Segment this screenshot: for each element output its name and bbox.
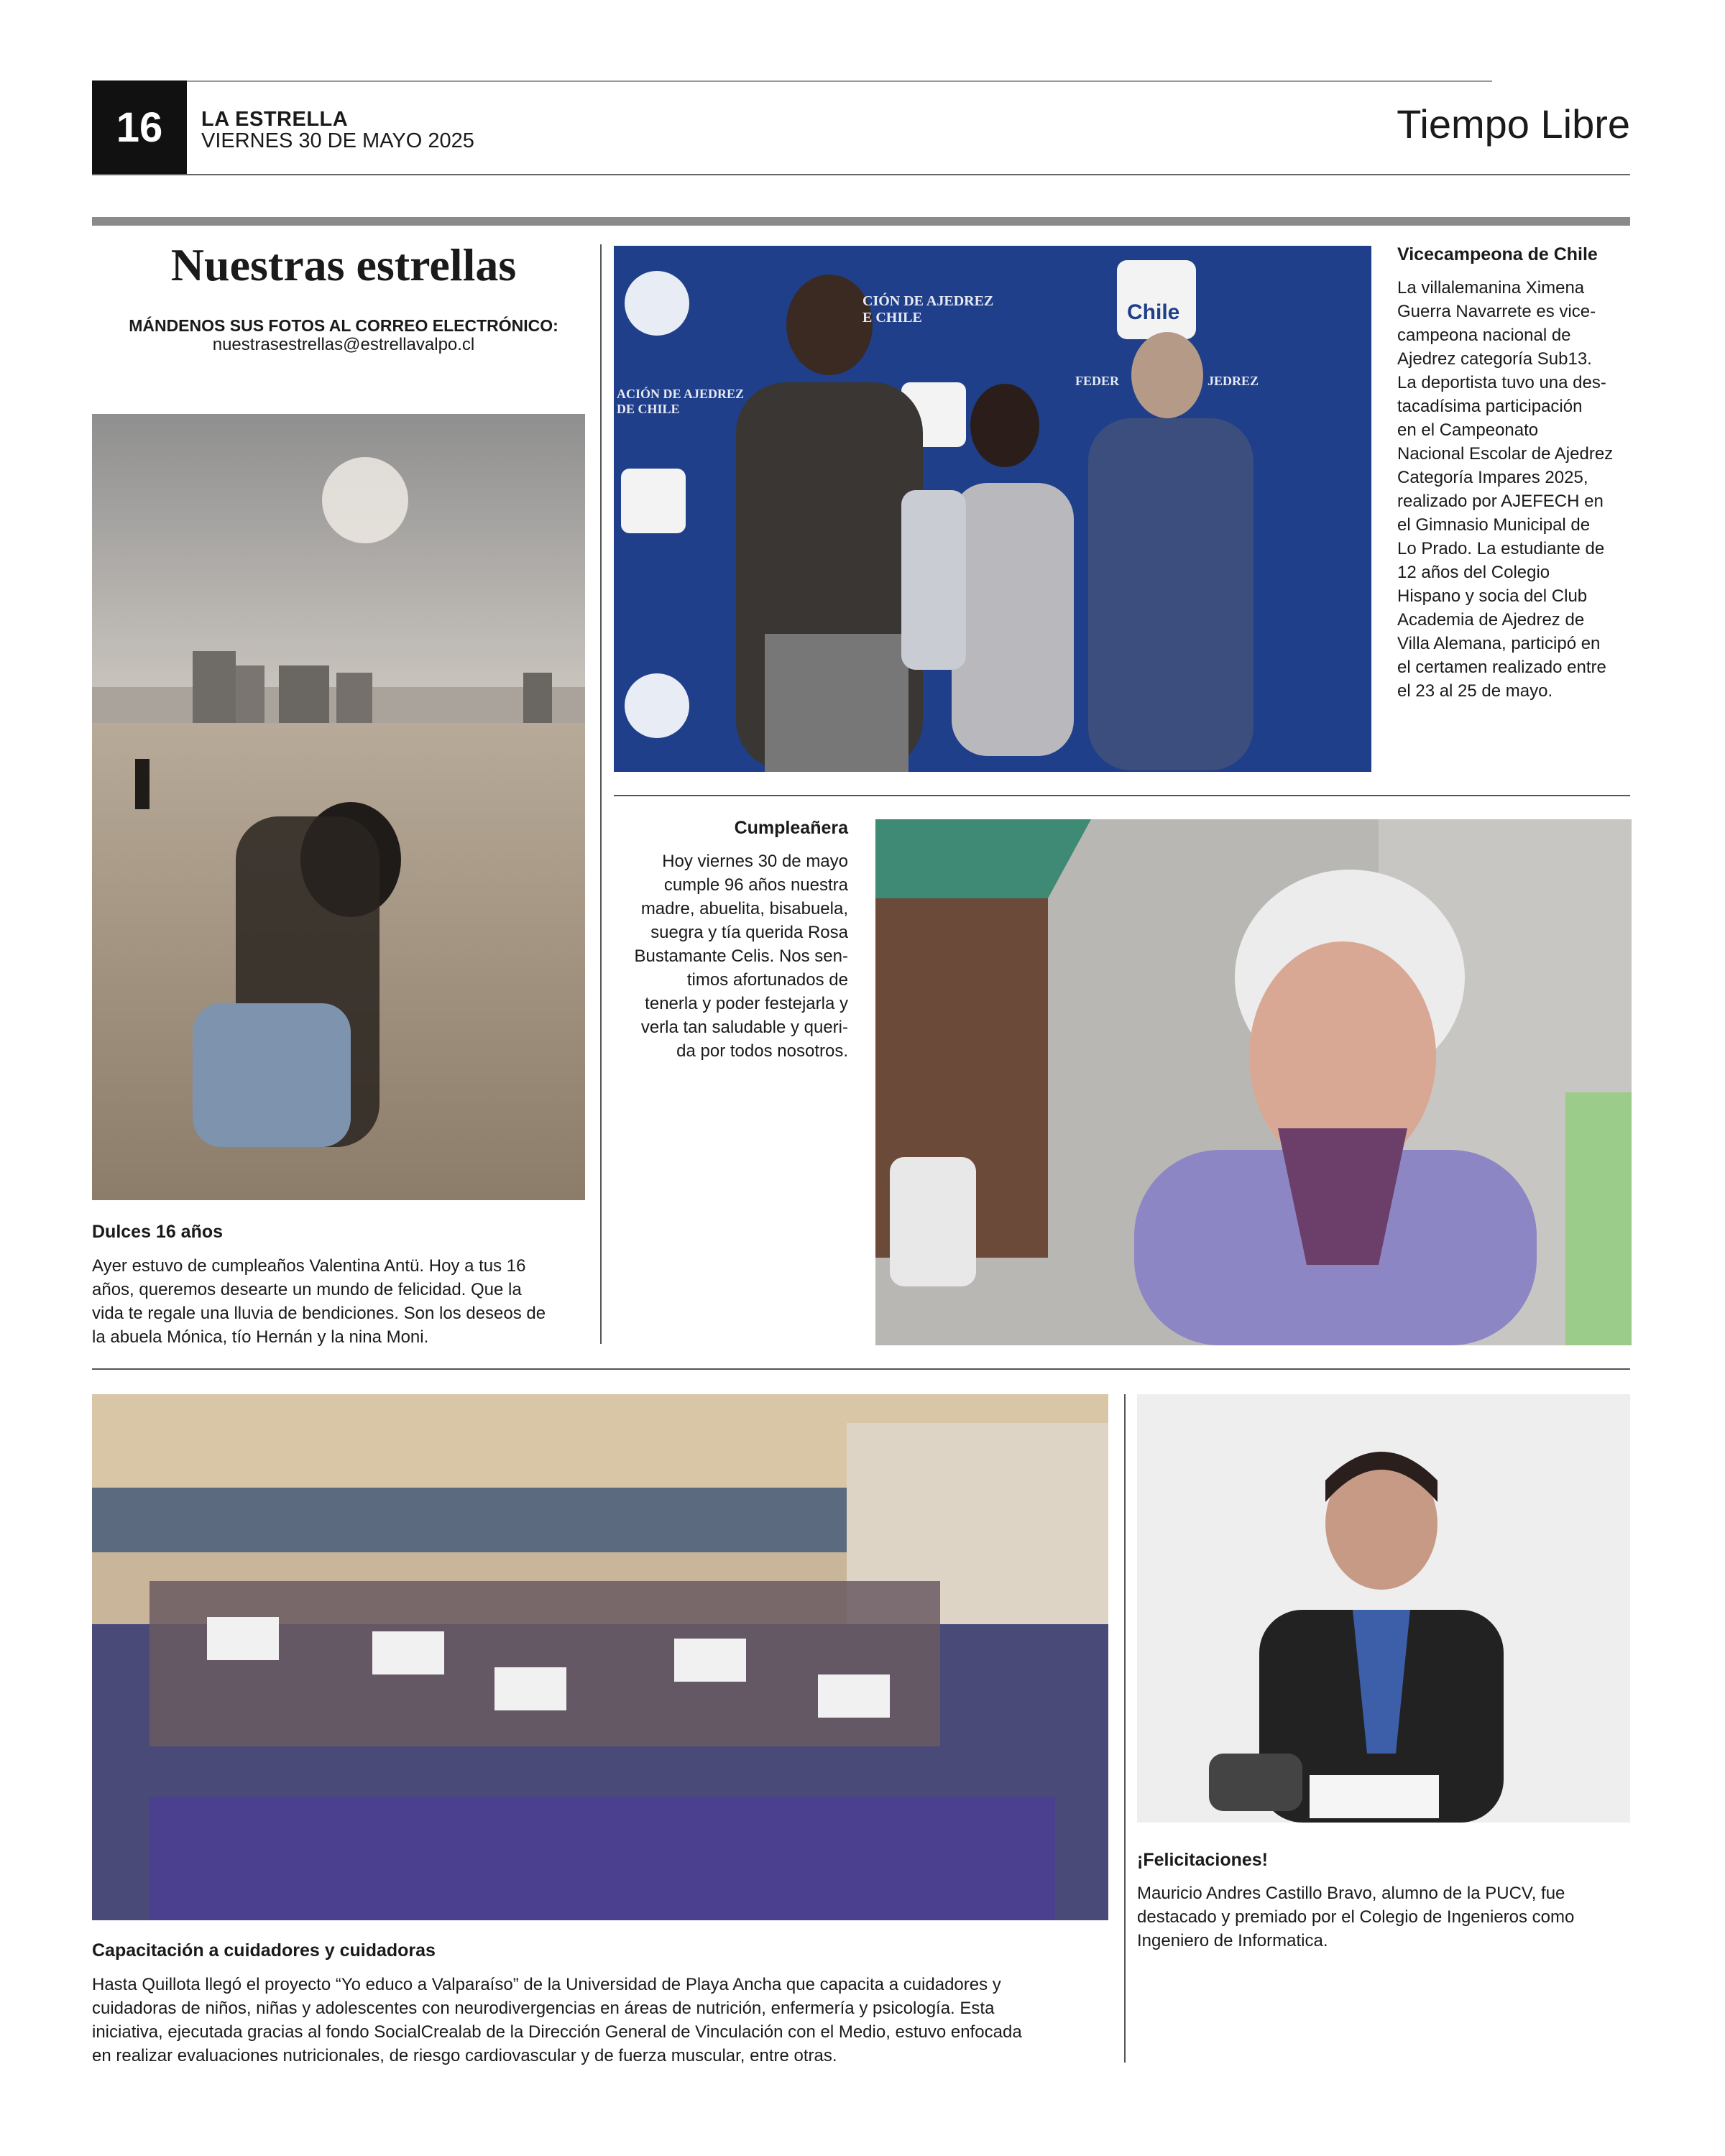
sweet16-line: Ayer estuvo de cumpleaños Valentina Antü. Hoy a tus 16 bbox=[92, 1256, 526, 1276]
congrats-line: Mauricio Andres Castillo Bravo, alumno de la PUCV, fue bbox=[1137, 1884, 1565, 1903]
chess-line: La deportista tuvo una des- bbox=[1397, 373, 1606, 392]
chess-line: Academia de Ajedrez de bbox=[1397, 610, 1585, 630]
chess-line: el 23 al 25 de mayo. bbox=[1397, 681, 1553, 701]
chile-logo: Chile bbox=[1127, 300, 1180, 324]
chess-line: realizado por AJEFECH en bbox=[1397, 492, 1604, 511]
top-rule bbox=[92, 80, 1492, 82]
training-text bbox=[92, 1973, 1120, 2068]
training-line: iniciativa, ejecutada gracias al fondo SocialCrealab de la Dirección General de Vinculación con el Medio, estuvo enfocada bbox=[92, 2022, 1022, 2042]
birthday-line: Bustamante Celis. Nos sen- bbox=[634, 946, 848, 966]
birthday-line: suegra y tía querida Rosa bbox=[650, 923, 848, 942]
stars-email[interactable]: nuestrasestrellas@estrellavalpo.cl bbox=[212, 335, 475, 354]
mid-rule bbox=[92, 1368, 1630, 1370]
beach-photo bbox=[92, 414, 585, 1200]
birthday-line: da por todos nosotros. bbox=[676, 1041, 848, 1061]
birthday-line: cumple 96 años nuestra bbox=[663, 875, 848, 895]
chess-line: Villa Alemana, participó en bbox=[1397, 634, 1601, 653]
page-number-box bbox=[92, 80, 187, 174]
chess-line: Ajedrez categoría Sub13. bbox=[1397, 349, 1592, 369]
chess-line: Hispano y socia del Club bbox=[1397, 586, 1588, 606]
chess-title: Vicecampeona de Chile bbox=[1397, 244, 1598, 264]
column-rule-left bbox=[600, 244, 602, 1344]
chess-banner-text: E CHILE bbox=[862, 310, 922, 326]
sweet16-title: Dulces 16 años bbox=[92, 1222, 224, 1242]
header-bottom-rule bbox=[92, 174, 1630, 175]
chess-banner-text: JEDREZ bbox=[1208, 374, 1259, 388]
chess-line: Guerra Navarrete es vice- bbox=[1397, 302, 1596, 321]
chess-banner-text: DE CHILE bbox=[617, 402, 680, 416]
birthday-line: madre, abuelita, bisabuela, bbox=[640, 899, 848, 918]
chess-line: 12 años del Colegio bbox=[1397, 563, 1550, 582]
chess-banner-1 bbox=[862, 293, 993, 326]
chess-banner-text: FEDER bbox=[1075, 374, 1120, 388]
issue-date: VIERNES 30 DE MAYO 2025 bbox=[201, 129, 474, 152]
chess-banner-text: CIÓN DE AJEDREZ bbox=[862, 293, 994, 309]
column-rule-bottom bbox=[1124, 1394, 1126, 2063]
birthday-title: Cumpleañera bbox=[734, 818, 848, 838]
congrats-line: destacado y premiado por el Colegio de Ingenieros como bbox=[1137, 1907, 1575, 1927]
chess-line: Nacional Escolar de Ajedrez bbox=[1397, 444, 1614, 464]
training-title: Capacitación a cuidadores y cuidadoras bbox=[92, 1940, 436, 1961]
birthday-line: tenerla y poder festejarla y bbox=[645, 994, 848, 1013]
training-line: cuidadoras de niños, niñas y adolescentes con neurodivergencias en áreas de nutrición, enfermería y psicología. Esta bbox=[92, 1999, 995, 2018]
congrats-photo bbox=[1137, 1394, 1630, 1823]
chess-bottom-rule bbox=[614, 795, 1630, 796]
training-photo bbox=[92, 1394, 1108, 1920]
chess-banner-2 bbox=[617, 387, 744, 417]
page-number: 16 bbox=[116, 103, 163, 151]
birthday-text bbox=[614, 849, 848, 1063]
stars-title: Nuestras estrellas bbox=[170, 239, 517, 290]
chess-line: tacadísima participación bbox=[1397, 397, 1583, 416]
section-band bbox=[92, 217, 1630, 226]
chess-banner-text: ACIÓN DE AJEDREZ bbox=[617, 387, 745, 401]
section-title: Tiempo Libre bbox=[1397, 101, 1630, 147]
birthday-photo bbox=[875, 819, 1632, 1345]
birthday-line: verla tan saludable y queri- bbox=[640, 1018, 848, 1037]
chess-text bbox=[1397, 276, 1634, 703]
chess-banner-3 bbox=[1075, 374, 1119, 389]
congrats-text bbox=[1137, 1881, 1633, 1953]
congrats-title: ¡Felicitaciones! bbox=[1137, 1850, 1268, 1870]
sweet16-line: la abuela Mónica, tío Hernán y la nina Moni. bbox=[92, 1327, 429, 1347]
birthday-line: Hoy viernes 30 de mayo bbox=[662, 852, 848, 871]
chess-line: Categoría Impares 2025, bbox=[1397, 468, 1588, 487]
chess-line: el certamen realizado entre bbox=[1397, 658, 1606, 677]
chess-line: el Gimnasio Municipal de bbox=[1397, 515, 1591, 535]
stars-send-label: MÁNDENOS SUS FOTOS AL CORREO ELECTRÓNICO: bbox=[129, 316, 558, 335]
chess-line: La villalemanina Ximena bbox=[1397, 278, 1585, 298]
chess-banner-4 bbox=[1208, 374, 1259, 389]
training-line: Hasta Quillota llegó el proyecto “Yo educo a Valparaíso” de la Universidad de Playa Ancha que capacita a cuidadores y bbox=[92, 1975, 1001, 1994]
training-line: en realizar evaluaciones nutricionales, de riesgo cardiovascular y de fuerza muscular, entre otras. bbox=[92, 2046, 837, 2065]
congrats-line: Ingeniero de Informatica. bbox=[1137, 1931, 1328, 1950]
newspaper-name: LA ESTRELLA bbox=[201, 108, 349, 131]
birthday-line: timos afortunados de bbox=[686, 970, 848, 990]
sweet16-line: años, queremos desearte un mundo de felicidad. Que la bbox=[92, 1280, 522, 1299]
sweet16-line: vida te regale una lluvia de bendiciones. Son los deseos de bbox=[92, 1304, 546, 1323]
sweet16-text bbox=[92, 1254, 595, 1349]
chess-line: Lo Prado. La estudiante de bbox=[1397, 539, 1605, 558]
chess-line: campeona nacional de bbox=[1397, 326, 1571, 345]
chess-line: en el Campeonato bbox=[1397, 420, 1539, 440]
